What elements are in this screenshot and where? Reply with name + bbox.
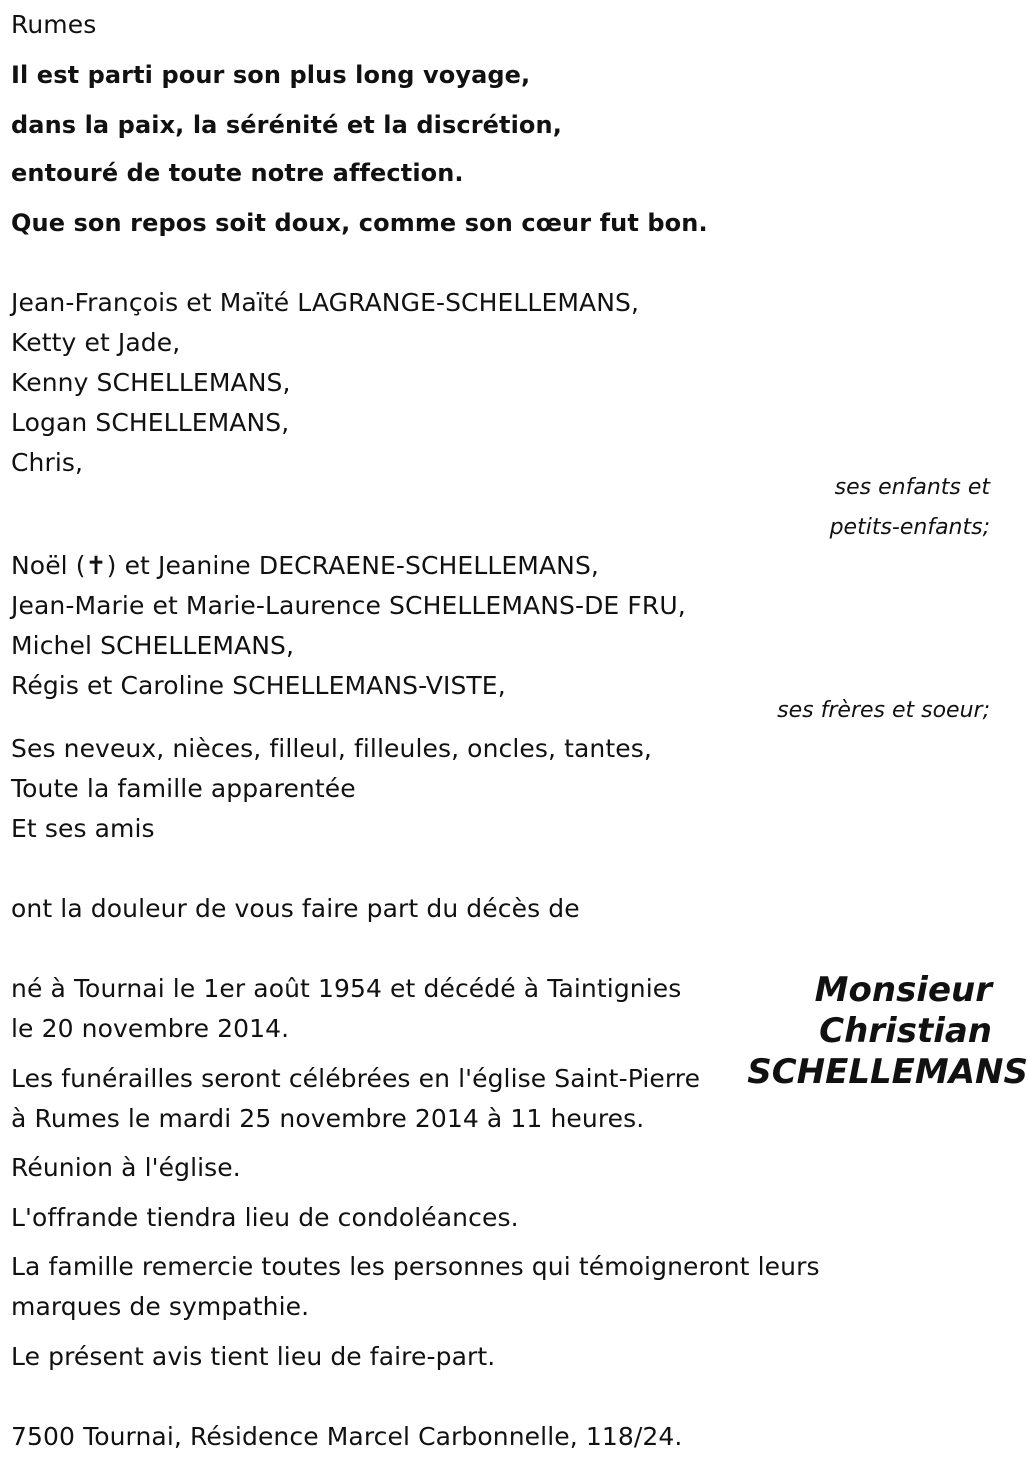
poem-line-2: dans la paix, la sérénité et la discrétion,: [11, 111, 562, 139]
town-name: Rumes: [11, 10, 97, 39]
children-line-1: Jean-François et Maïté LAGRANGE-SCHELLEMANS,: [11, 288, 640, 317]
offering-text: L'offrande tiendra lieu de condoléances.: [11, 1203, 519, 1232]
thanks-line-1: La famille remercie toutes les personnes qui témoigneront leurs: [11, 1252, 820, 1281]
deceased-first-name: Christian: [819, 1011, 992, 1051]
notice-note: Le présent avis tient lieu de faire-part.: [11, 1342, 496, 1371]
announcement-text: ont la douleur de vous faire part du décès de: [11, 894, 580, 923]
deceased-title: Monsieur: [814, 970, 992, 1010]
birth-death-line-1: né à Tournai le 1er août 1954 et décédé à Taintignies: [11, 974, 682, 1003]
deceased-name: [702, 970, 1028, 1093]
children-line-2: Ketty et Jade,: [11, 328, 181, 357]
birth-death-line-2: le 20 novembre 2014.: [11, 1014, 290, 1043]
children-line-3: Kenny SCHELLEMANS,: [11, 368, 291, 397]
thanks-line-2: marques de sympathie.: [11, 1292, 310, 1321]
siblings-line-1: Noël (✝) et Jeanine DECRAENE-SCHELLEMANS,: [11, 551, 599, 580]
meeting-text: Réunion à l'église.: [11, 1153, 241, 1182]
poem-line-3: entouré de toute notre affection.: [11, 159, 464, 187]
children-line-5: Chris,: [11, 448, 84, 477]
children-line-4: Logan SCHELLEMANS,: [11, 408, 290, 437]
children-relation-line-2: petits-enfants;: [829, 515, 990, 540]
poem-line-4: Que son repos soit doux, comme son cœur fut bon.: [11, 209, 708, 237]
children-relation-line-1: ses enfants et: [834, 475, 990, 500]
funeral-line-2: à Rumes le mardi 25 novembre 2014 à 11 heures.: [11, 1104, 645, 1133]
address-text: 7500 Tournai, Résidence Marcel Carbonnelle, 118/24.: [11, 1422, 683, 1451]
others-line-1: Ses neveux, nièces, filleul, filleules, oncles, tantes,: [11, 734, 652, 763]
others-line-3: Et ses amis: [11, 814, 155, 843]
funeral-line-1: Les funérailles seront célébrées en l'église Saint-Pierre: [11, 1064, 701, 1093]
others-line-2: Toute la famille apparentée: [11, 774, 356, 803]
siblings-relation: ses frères et soeur;: [777, 698, 990, 723]
siblings-line-3: Michel SCHELLEMANS,: [11, 631, 295, 660]
deceased-last-name: SCHELLEMANS: [747, 1052, 1028, 1092]
poem-line-1: Il est parti pour son plus long voyage,: [11, 61, 531, 89]
siblings-line-4: Régis et Caroline SCHELLEMANS-VISTE,: [11, 671, 506, 700]
siblings-line-2: Jean-Marie et Marie-Laurence SCHELLEMANS-DE FRU,: [11, 591, 686, 620]
